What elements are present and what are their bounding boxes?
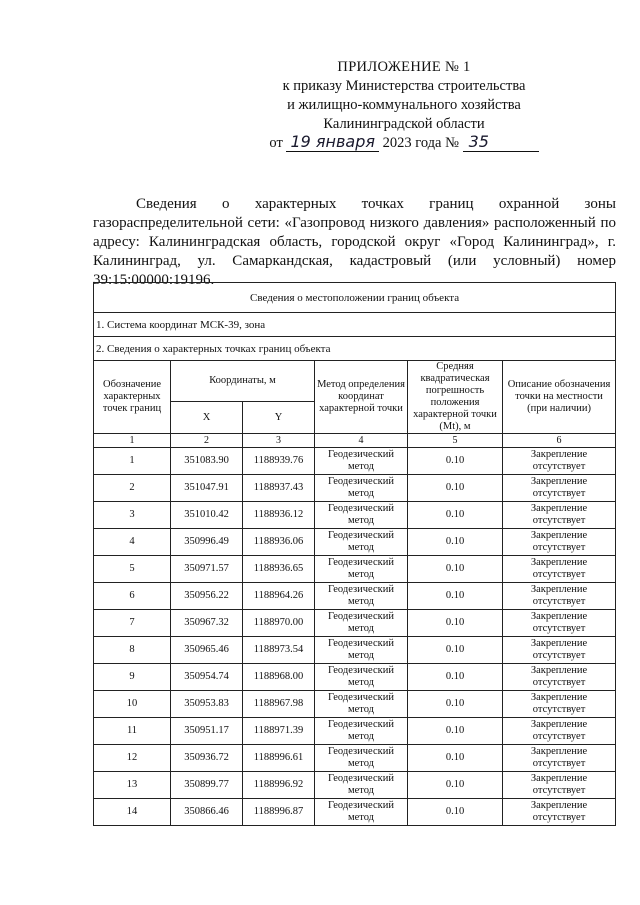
year-label: 2023 года № [382, 135, 459, 151]
table-row [94, 529, 616, 556]
method-cell: Геодезический метод [315, 556, 408, 583]
x-coordinate-cell: 351010.42 [171, 502, 243, 529]
x-coordinate-cell: 350866.46 [171, 799, 243, 826]
description-cell: Закрепление отсутствует [503, 799, 616, 826]
error-cell: 0.10 [408, 691, 503, 718]
method-cell: Геодезический метод [315, 448, 408, 475]
appendix-title: ПРИЛОЖЕНИЕ № 1 [337, 59, 471, 75]
table-row [94, 583, 616, 610]
column-number: 3 [243, 434, 315, 448]
y-coordinate-cell: 1188936.12 [243, 502, 315, 529]
method-cell: Геодезический метод [315, 745, 408, 772]
method-cell: Геодезический метод [315, 583, 408, 610]
description-cell: Закрепление отсутствует [503, 475, 616, 502]
method-cell: Геодезический метод [315, 664, 408, 691]
handwritten-date: 19 января [290, 132, 375, 151]
x-coordinate-cell: 350953.83 [171, 691, 243, 718]
point-number-cell: 13 [94, 772, 171, 799]
point-number-cell: 10 [94, 691, 171, 718]
description-cell: Закрепление отсутствует [503, 745, 616, 772]
y-coordinate-cell: 1188967.98 [243, 691, 315, 718]
method-cell: Геодезический метод [315, 691, 408, 718]
table-row [94, 664, 616, 691]
point-number-cell: 11 [94, 718, 171, 745]
x-coordinate-cell: 350899.77 [171, 772, 243, 799]
y-coordinate-cell: 1188971.39 [243, 718, 315, 745]
y-coordinate-cell: 1188968.00 [243, 664, 315, 691]
boundary-points-table [93, 282, 616, 826]
method-cell: Геодезический метод [315, 502, 408, 529]
column-number: 1 [94, 434, 171, 448]
point-number-cell: 14 [94, 799, 171, 826]
table-row [94, 610, 616, 637]
error-cell: 0.10 [408, 448, 503, 475]
method-cell: Геодезический метод [315, 637, 408, 664]
x-coordinate-cell: 351047.91 [171, 475, 243, 502]
method-cell: Геодезический метод [315, 610, 408, 637]
error-cell: 0.10 [408, 475, 503, 502]
column-number: 4 [315, 434, 408, 448]
header-line-2: и жилищно-коммунального хозяйства [287, 97, 521, 113]
y-coordinate-cell: 1188996.92 [243, 772, 315, 799]
method-cell: Геодезический метод [315, 718, 408, 745]
y-coordinate-cell: 1188996.87 [243, 799, 315, 826]
error-cell: 0.10 [408, 718, 503, 745]
error-cell: 0.10 [408, 556, 503, 583]
error-cell: 0.10 [408, 637, 503, 664]
description-cell: Закрепление отсутствует [503, 718, 616, 745]
x-coordinate-cell: 350965.46 [171, 637, 243, 664]
description-cell: Закрепление отсутствует [503, 448, 616, 475]
x-coordinate-cell: 350971.57 [171, 556, 243, 583]
table-caption: Сведения о местоположении границ объекта [94, 283, 616, 313]
x-coordinate-cell: 350954.74 [171, 664, 243, 691]
description-cell: Закрепление отсутствует [503, 502, 616, 529]
method-cell: Геодезический метод [315, 772, 408, 799]
x-coordinate-cell: 350951.17 [171, 718, 243, 745]
y-coordinate-cell: 1188973.54 [243, 637, 315, 664]
table-row [94, 718, 616, 745]
method-cell: Геодезический метод [315, 529, 408, 556]
description-cell: Закрепление отсутствует [503, 529, 616, 556]
description-cell: Закрепление отсутствует [503, 664, 616, 691]
header-designation: Обозначение характерных точек границ [94, 361, 171, 434]
header-method: Метод определения координат характерной точки [315, 361, 408, 434]
table-row [94, 799, 616, 826]
column-number: 6 [503, 434, 616, 448]
table-row [94, 556, 616, 583]
column-number: 5 [408, 434, 503, 448]
table-row [94, 691, 616, 718]
table-row [94, 637, 616, 664]
y-coordinate-cell: 1188936.06 [243, 529, 315, 556]
method-cell: Геодезический метод [315, 799, 408, 826]
point-number-cell: 7 [94, 610, 171, 637]
y-coordinate-cell: 1188936.65 [243, 556, 315, 583]
description-cell: Закрепление отсутствует [503, 583, 616, 610]
column-number: 2 [171, 434, 243, 448]
intro-paragraph: Сведения о характерных точках границ охранной зоны газораспределительной сети: «Газопровод низкого давления» расположенный по адресу: Калининградская область, городской округ «Город Калининград», г. Калининград, ул. Самаркандская, кадастровый (или условный) номер 39:15:00000:19196. [93, 196, 616, 288]
error-cell: 0.10 [408, 583, 503, 610]
description-cell: Закрепление отсутствует [503, 772, 616, 799]
x-coordinate-cell: 351083.90 [171, 448, 243, 475]
header-coordinates: Координаты, м [171, 361, 315, 402]
y-coordinate-cell: 1188939.76 [243, 448, 315, 475]
table-row [94, 772, 616, 799]
error-cell: 0.10 [408, 799, 503, 826]
error-cell: 0.10 [408, 772, 503, 799]
header-x: X [171, 401, 243, 433]
x-coordinate-cell: 350956.22 [171, 583, 243, 610]
description-cell: Закрепление отсутствует [503, 691, 616, 718]
y-coordinate-cell: 1188970.00 [243, 610, 315, 637]
error-cell: 0.10 [408, 610, 503, 637]
coordinate-system-row: 1. Система координат МСК-39, зона [94, 313, 616, 337]
x-coordinate-cell: 350967.32 [171, 610, 243, 637]
order-date-line [254, 134, 554, 153]
table-row [94, 502, 616, 529]
table-row [94, 448, 616, 475]
points-section-row: 2. Сведения о характерных точках границ объекта [94, 337, 616, 361]
description-cell: Закрепление отсутствует [503, 637, 616, 664]
header-error: Средняя квадратическая погрешность положения характерной точки (Mt), м [408, 361, 503, 434]
handwritten-order-number: 35 [468, 132, 489, 151]
error-cell: 0.10 [408, 529, 503, 556]
method-cell: Геодезический метод [315, 475, 408, 502]
point-number-cell: 1 [94, 448, 171, 475]
point-number-cell: 3 [94, 502, 171, 529]
point-number-cell: 4 [94, 529, 171, 556]
header-line-3: Калининградской области [323, 116, 485, 132]
point-number-cell: 8 [94, 637, 171, 664]
table-row [94, 745, 616, 772]
table-row [94, 475, 616, 502]
x-coordinate-cell: 350996.49 [171, 529, 243, 556]
point-number-cell: 6 [94, 583, 171, 610]
description-cell: Закрепление отсутствует [503, 610, 616, 637]
y-coordinate-cell: 1188937.43 [243, 475, 315, 502]
y-coordinate-cell: 1188996.61 [243, 745, 315, 772]
from-label: от [269, 135, 283, 151]
error-cell: 0.10 [408, 745, 503, 772]
point-number-cell: 12 [94, 745, 171, 772]
error-cell: 0.10 [408, 502, 503, 529]
description-cell: Закрепление отсутствует [503, 556, 616, 583]
point-number-cell: 2 [94, 475, 171, 502]
header-line-1: к приказу Министерства строительства [282, 78, 526, 94]
error-cell: 0.10 [408, 664, 503, 691]
column-number-row [94, 434, 616, 448]
appendix-header [254, 58, 554, 153]
header-description: Описание обозначения точки на местности (при наличии) [503, 361, 616, 434]
x-coordinate-cell: 350936.72 [171, 745, 243, 772]
y-coordinate-cell: 1188964.26 [243, 583, 315, 610]
header-y: Y [243, 401, 315, 433]
point-number-cell: 5 [94, 556, 171, 583]
point-number-cell: 9 [94, 664, 171, 691]
